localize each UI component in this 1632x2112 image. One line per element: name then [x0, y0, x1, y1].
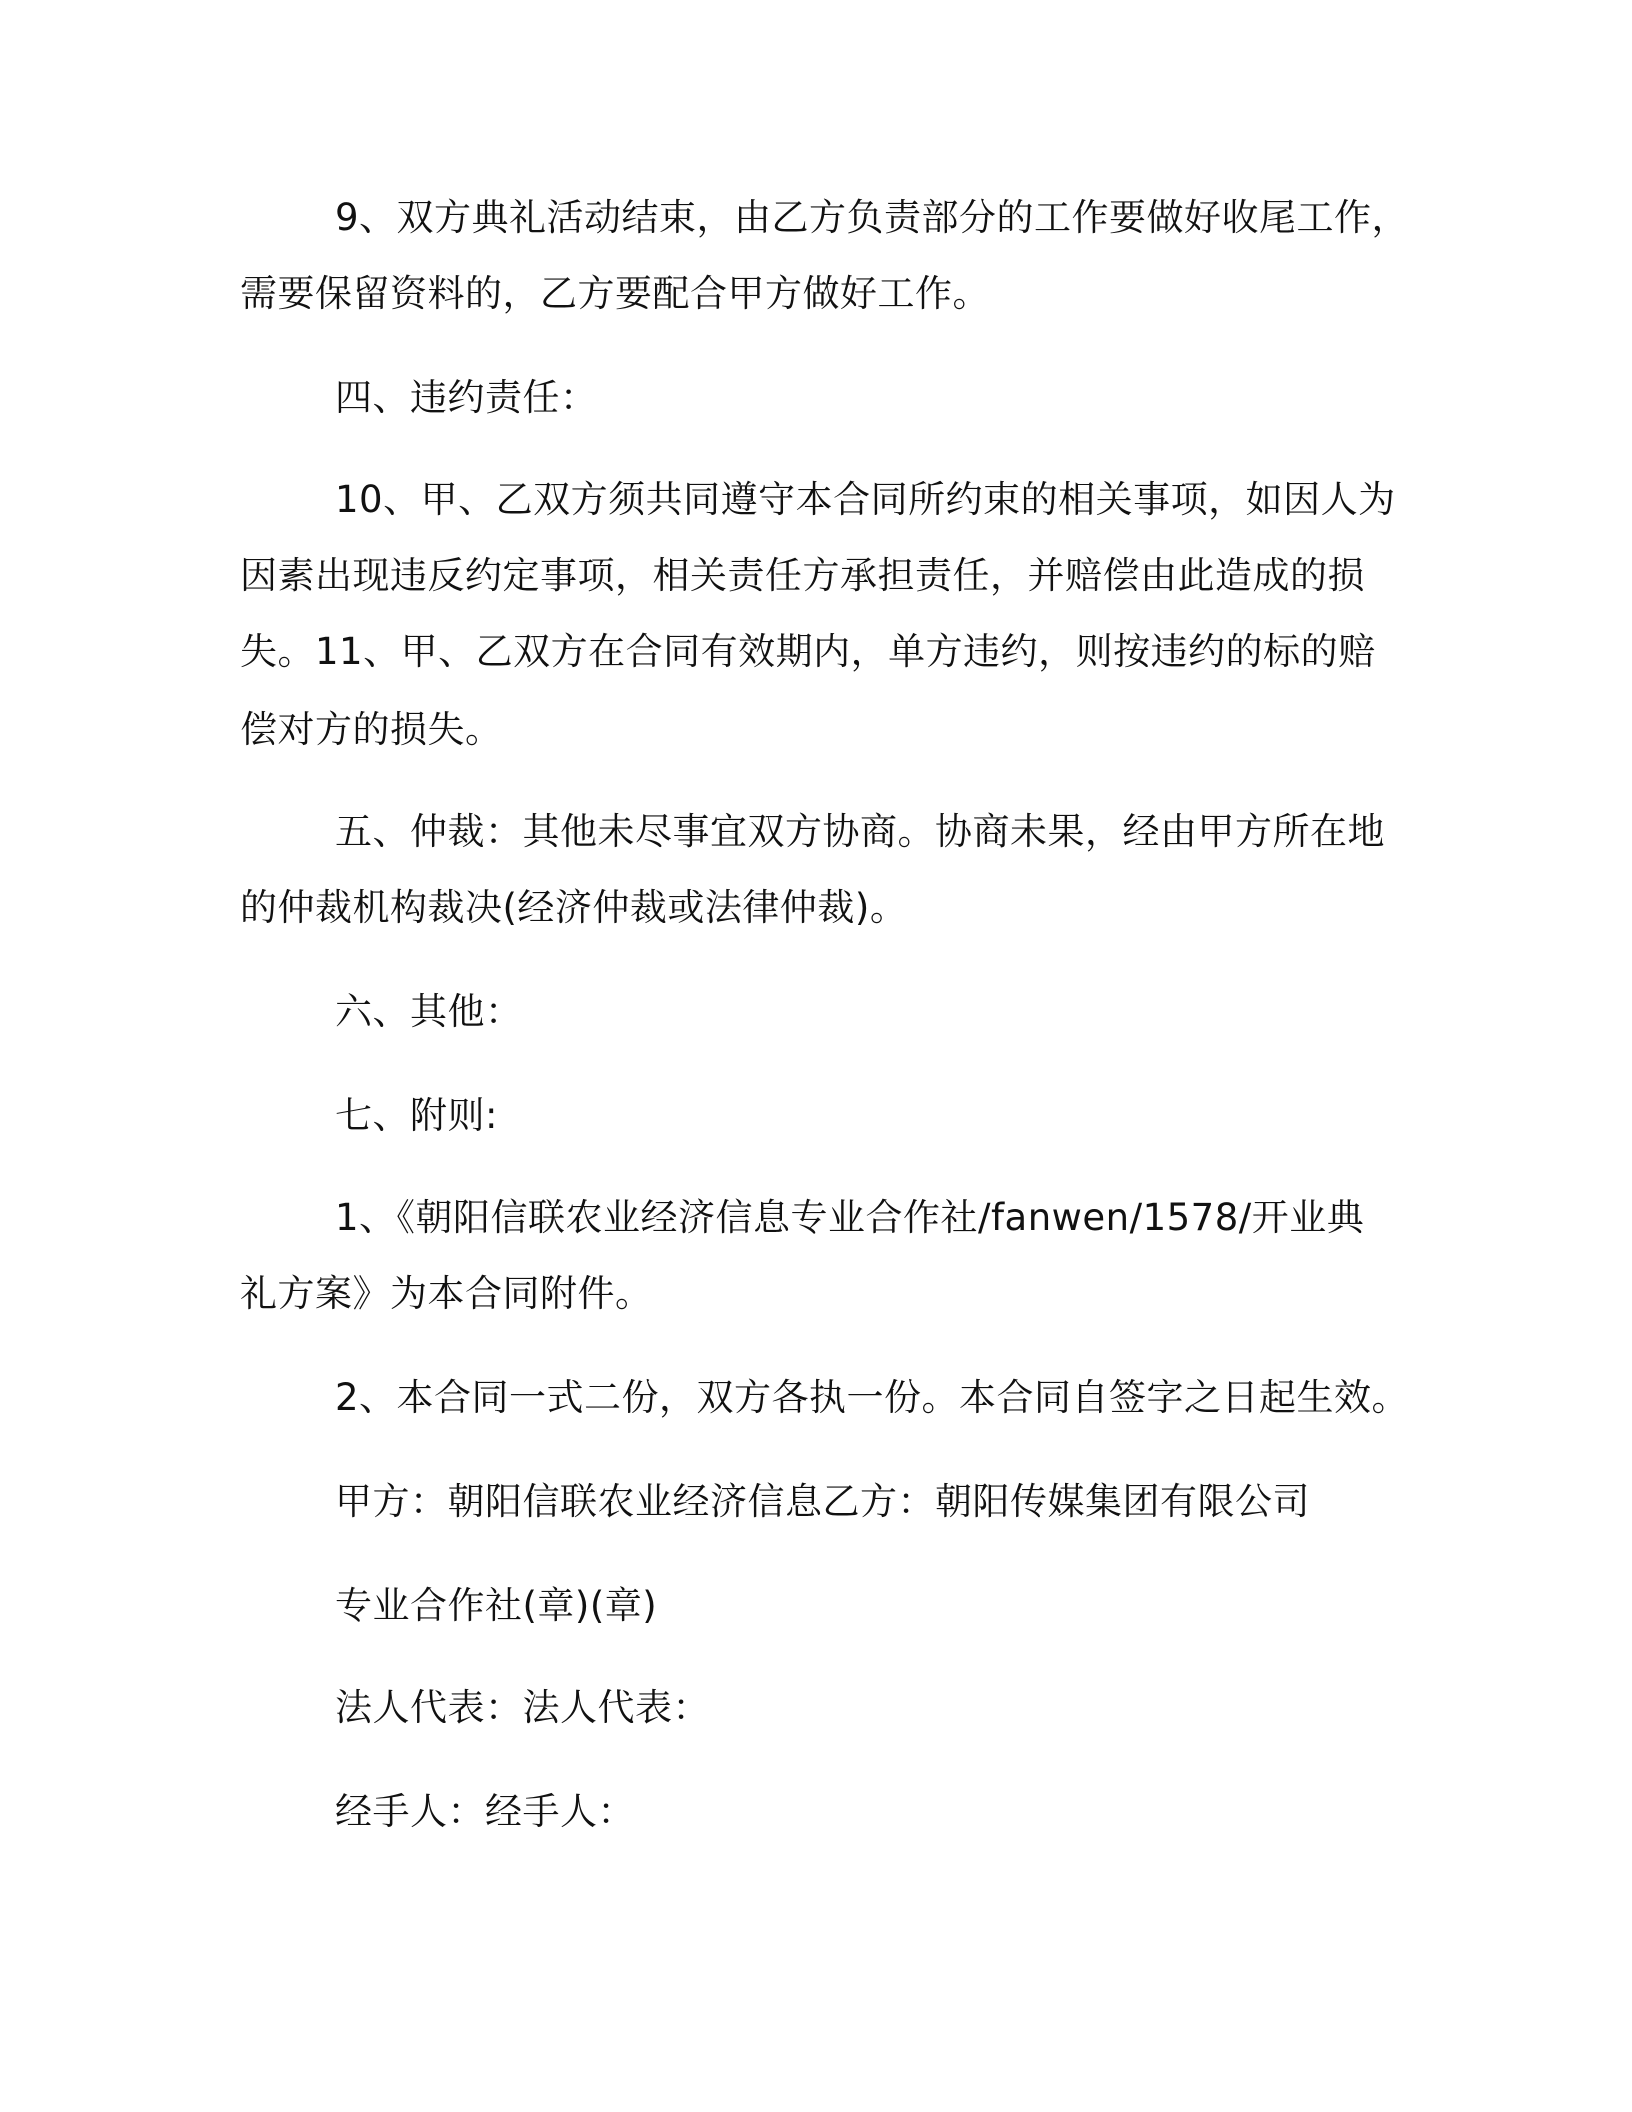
item-9-line-1: 9、双方典礼活动结束，由乙方负责部分的工作要做好收尾工作， — [335, 196, 1410, 239]
seal-line: 专业合作社(章)(章) — [335, 1584, 658, 1627]
item-9-line-2: 需要保留资料的，乙方要配合甲方做好工作。 — [240, 272, 990, 315]
appendix-2-line: 2、本合同一式二份，双方各执一份。本合同自签字之日起生效。 — [335, 1376, 1410, 1419]
section-4-heading: 四、违约责任： — [335, 376, 598, 419]
appendix-1-line-1: 1、《朝阳信联农业经济信息专业合作社/fanwen/1578/开业典 — [335, 1196, 1365, 1239]
legal-representative-line: 法人代表：法人代表： — [335, 1686, 710, 1729]
section-5-line-2: 的仲裁机构裁决(经济仲裁或法律仲裁)。 — [240, 886, 908, 929]
section-6-heading: 六、其他： — [335, 990, 523, 1033]
item-10-line-4: 偿对方的损失。 — [240, 708, 503, 751]
item-10-line-1: 10、甲、乙双方须共同遵守本合同所约束的相关事项，如因人为 — [335, 478, 1396, 521]
handler-line: 经手人：经手人： — [335, 1790, 635, 1833]
section-5-line-1: 五、仲裁：其他未尽事宜双方协商。协商未果，经由甲方所在地 — [335, 810, 1385, 853]
appendix-1-line-2: 礼方案》为本合同附件。 — [240, 1272, 653, 1315]
item-10-line-3: 失。11、甲、乙双方在合同有效期内，单方违约，则按违约的标的赔 — [240, 630, 1376, 673]
item-10-line-2: 因素出现违反约定事项，相关责任方承担责任，并赔偿由此造成的损 — [240, 554, 1365, 597]
section-7-heading: 七、附则: — [335, 1094, 498, 1137]
party-names-line: 甲方：朝阳信联农业经济信息乙方：朝阳传媒集团有限公司 — [335, 1480, 1310, 1523]
